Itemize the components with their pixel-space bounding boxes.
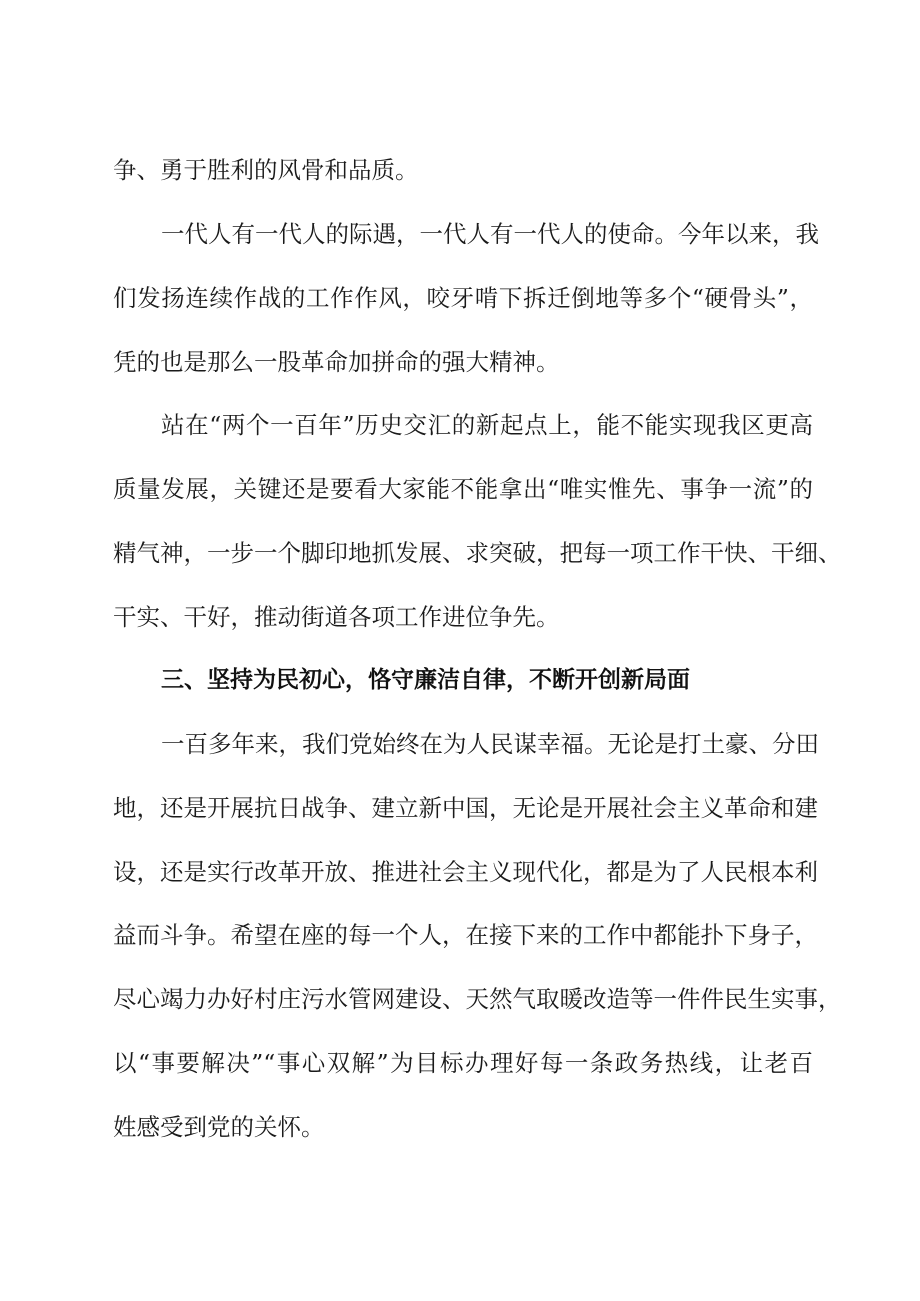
text-line-8: 干实、干好，推动街道各项工作进位争先。 bbox=[113, 603, 560, 631]
text-line-1: 争、勇于胜利的风骨和品质。 bbox=[113, 156, 419, 184]
text-line-2: 一代人有一代人的际遇，一代人有一代人的使命。今年以来，我 bbox=[161, 220, 819, 248]
section-heading: 三、坚持为民初心，恪守廉洁自律，不断开创新局面 bbox=[161, 667, 690, 693]
text-line-6: 质量发展，关键还是要看大家能不能拿出“唯实惟先、事争一流”的 bbox=[113, 475, 813, 503]
text-line-12: 设，还是实行改革开放、推进社会主义现代化，都是为了人民根本利 bbox=[113, 858, 818, 886]
text-line-14: 尽心竭力办好村庄污水管网建设、天然气取暖改造等一件件民生实事， bbox=[113, 985, 842, 1013]
text-line-4: 凭的也是那么一股革命加拼命的强大精神。 bbox=[113, 348, 560, 376]
text-line-5: 站在“两个一百年”历史交汇的新起点上，能不能实现我区更高 bbox=[161, 411, 813, 439]
text-line-3: 们发扬连续作战的工作作风，咬牙啃下拆迁倒地等多个“硬骨头”， bbox=[113, 284, 813, 312]
text-line-16: 姓感受到党的关怀。 bbox=[113, 1113, 325, 1141]
text-line-10: 一百多年来，我们党始终在为人民谋幸福。无论是打土豪、分田 bbox=[161, 730, 819, 758]
text-line-7: 精气神，一步一个脚印地抓发展、求突破，把每一项工作干快、干细、 bbox=[113, 539, 842, 567]
text-line-13: 益而斗争。希望在座的每一个人，在接下来的工作中都能扑下身子， bbox=[113, 921, 818, 949]
text-line-11: 地，还是开展抗日战争、建立新中国，无论是开展社会主义革命和建 bbox=[113, 794, 818, 822]
text-line-15: 以“事要解决”“事心双解”为目标办理好每一条政务热线，让老百 bbox=[113, 1049, 813, 1077]
